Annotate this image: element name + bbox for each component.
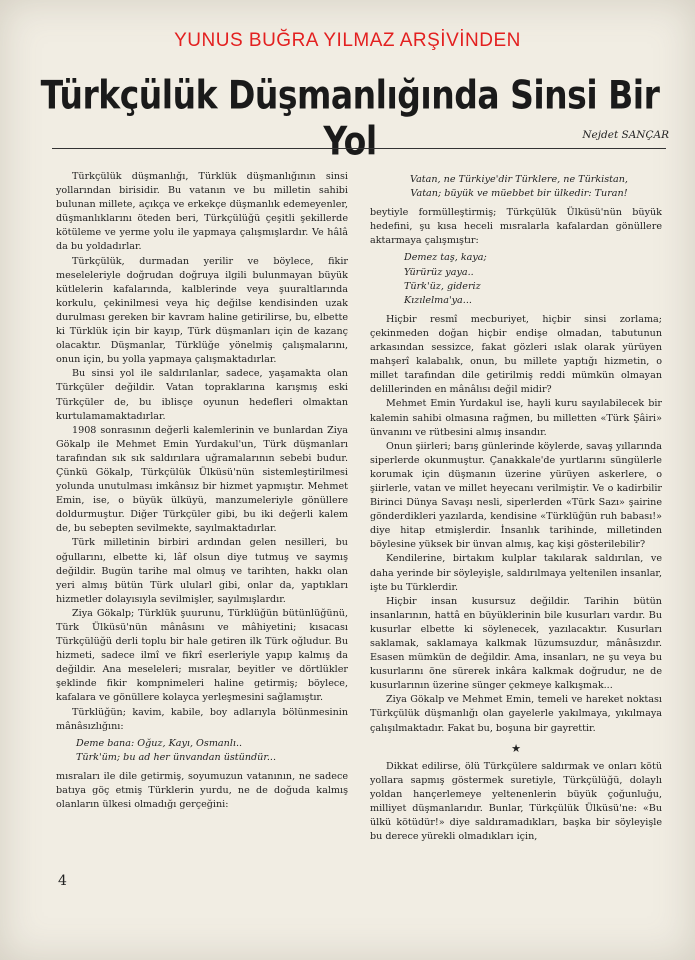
left-column bbox=[56, 170, 348, 812]
verse-line: Türk'üm; bu ad her ünvandan üstündür... bbox=[76, 751, 277, 763]
archive-watermark: YUNUS BUĞRA YILMAZ ARŞİVİNDEN bbox=[174, 30, 521, 51]
paragraph: Türkçülük, durmadan yerilir ve böylece, fikir meseleleriyle doğrudan doğruya ilgili bulunmayan büyük kütlelerin kafalarında, kalblerinde veya şuuraltlarında korkulu, çekinilmesi veya hiç değilse kendisinden uzak durulması gereken bir kavram haline getirilirse, bu, elbette ki Türklük için bir kayıp, Türk düşmanları için de kazanç olacaktır. Düşmanlar, Türklüğe yönelmiş çalışmalarını, onun için, bu yolla yapmaya çalışmaktadırlar. bbox=[56, 255, 348, 366]
paragraph: Dikkat edilirse, ölü Türkçülere saldırmak ve onları kötü yollara sapmış göstermek suretiyle, Türkçülüğü, dolaylı yoldan hançerlemeye yeltenenlerin büyük çoğunluğu, milliyet düşmanlarıdır. Bunlar, Türkçülük Ülküsü'ne: «Bu ülkü kötüdür!» diye saldıramadıkları, başka bir söyleyişle bu derece yürekli olmadıkları için, bbox=[370, 760, 662, 843]
paragraph: mısraları ile dile getirmiş, soyumuzun vatanının, ne sadece batıya göç etmiş Türklerin yurdu, ne de doğuda kalmış olanların ülkesi olmadığı gerçeğini: bbox=[56, 770, 348, 811]
paragraph: Mehmet Emin Yurdakul ise, hayli kuru sayılabilecek bir kalemin sahibi olmasına rağmen, bu milletten «Türk Şâiri» ünvanını ve rütbesini almış insandır. bbox=[370, 398, 662, 438]
paragraph: Hiçbir resmî mecburiyet, hiçbir sinsi zorlama; çekinmeden doğan hiçbir endişe olmadan, tabutunun arkasından sessizce, fakat gözleri ıslak olarak yürüyen mahşerî kalabalık, onun, bu millete yaptığı hizmetin, o millet tarafından dile getirilmiş reddi mümkün olmayan delillerinden en mânâlısı değil midir? bbox=[370, 313, 662, 396]
paragraph: Hiçbir insan kusursuz değildir. Tarihin bütün insanlarının, hattâ en büyüklerinin bile kusurları vardır. Bu kusurlar elbette ki söylenecek, yazılacaktır. Kusurları saklamak, saklamaya kalkmak lüzumsuzdur, mânâsızdır. Esasen mümkün de değildir. Ama, insanları, ne şu veya bu kusurlarını öne sürerek inkâra kalkmak doğrudur, ne de kusurlarının üzerine sünger çekmeye kalkışmak... bbox=[370, 595, 662, 692]
paragraph: beytiyle formülleştirmiş; Türkçülük Ülküsü'nün büyük hedefini, şu kısa heceli mısralarla kafalardan gönüllere aktarmaya çalışmıştır: bbox=[370, 207, 662, 247]
page-number: 4 bbox=[58, 873, 67, 889]
article-title: Türkçülük Düşmanlığında Sinsi Bir Yol bbox=[40, 72, 660, 165]
verse-line: Vatan, ne Türkiye'dir Türklere, ne Türkistan, bbox=[410, 174, 628, 185]
title-divider bbox=[52, 148, 666, 149]
verse-quote bbox=[370, 251, 662, 307]
verse-line: Deme bana: Oğuz, Kayı, Osmanlı.. bbox=[76, 737, 243, 749]
verse-quote bbox=[370, 173, 662, 201]
paragraph: 1908 sonrasının değerli kalemlerinin ve bunlardan Ziya Gökalp ile Mehmet Emin Yurdakul'un, Türk düşmanları tarafından sık sık saldırılara uğramalarının sebebi budur. Çünkü Gökalp, Türkçülük Ülküsü'nün sistemleştirilmesi yolunda unutulması imkânsız bir hizmet yapmıştır. Mehmet Emin, ise, o büyük ülküyü, manzumeleriyle gönüllere doldurmuştur. Diğer Türkçüler gibi, bu iki değerli kalem de, bu sebepten sevilmekte, sayılmaktadırlar. bbox=[56, 424, 348, 535]
verse-line: Kızılelma'ya... bbox=[404, 294, 472, 306]
paragraph: Türkçülük düşmanlığı, Türklük düşmanlığının sinsi yollarından birisidir. Bu vatanın ve bu milletin sahibi bulunan millete, açıkça ve erkekçe düşmanlık edemeyenler, düşmanlıklarını öteden beri, Türkçülüğü çeşitli şekillerde kötüleme ve yerme yolu ile yapmaya çalışmışlardır. Ve hâlâ da bu yoldadırlar. bbox=[56, 171, 348, 253]
star-separator-icon: ★ bbox=[511, 741, 521, 755]
verse-line: Yürürüz yaya.. bbox=[404, 266, 474, 278]
paragraph: Kendilerine, birtakım kulplar takılarak saldırılan, ve daha yerinde bir söyleyişle, saldırılmaya yeltenilen insanlar, işte bu Türklerdir. bbox=[370, 553, 662, 593]
paragraph: Bu sinsi yol ile saldırılanlar, sadece, yaşamakta olan Türkçüler değildir. Vatan topraklarına karışmış eski Türkçüler de, bu iblisçe oyunun hedefleri olmaktan kurtulamamaktadırlar. bbox=[56, 368, 348, 422]
verse-line: Türk'üz, gideriz bbox=[404, 280, 481, 292]
right-column bbox=[370, 170, 662, 844]
paragraph: Onun şiirleri; barış günlerinde köylerde, savaş yıllarında siperlerde okunmuştur. Çanakkale'de yurtlarını süngülerle korumak için düşmanın üzerine yürüyen askerlere, o şiirlerle, vatan ve millet heyecanı verilmiştir. Ve o kadirbilir Birinci Dünya Savaşı nesli, siperlerden «Türk Sazı» şairine gönderdikleri yazılarda, kendisine «Türklüğün ruh babası!» diye hitap etmişlerdir. İnsanlık tarihinde, milletinden böylesine yüksek bir ünvan almış, kaç kişi gösterilebilir? bbox=[370, 440, 662, 551]
verse-line: Demez taş, kaya; bbox=[404, 252, 487, 264]
paragraph: Türk milletinin birbiri ardından gelen nesilleri, bu oğullarını, elbette ki, lâf olsun diye tutmuş ve saymış değildir. Bugün tarihe mal olmuş ve tarihten, hakkı olan yeri almış bütün Türk ulularl gibi, onlar da, yaptıkları hizmetler dolayısıyla sevilmişler, sayılmışlardır. bbox=[56, 537, 348, 605]
paragraph: Türklüğün; kavim, kabile, boy adlarıyla bölünmesinin mânâsızlığını: bbox=[56, 706, 348, 732]
verse-line: Vatan; büyük ve müebbet bir ülkedir: Turan! bbox=[410, 188, 628, 200]
paragraph: Ziya Gökalp ve Mehmet Emin, temeli ve hareket noktası Türkçülük düşmanlığı olan gayelerle yakılmaya, yıkılmaya çalışılmaktadır. Fakat bu, boşuna bir gayrettir. bbox=[370, 694, 662, 734]
article-author: Nejdet SANÇAR bbox=[582, 129, 669, 141]
paragraph: Ziya Gökalp; Türklük şuurunu, Türklüğün bütünlüğünü, Türk Ülküsü'nün mânâsını ve mâhiyetini; kısacası Türkçülüğü derli toplu bir hale getiren ilk Türk oğludur. Bu hizmeti, sadece ilmî ve fikrî eserleriyle yapıp kalmış da değildir. Ana meseleleri; mısralar, beyitler ve dörtlükler şeklinde fikir kompnimeleri haline getirmiş; böylece, kafalara ve gönüllere kolayca yerleşmesini sağlamıştır. bbox=[56, 607, 348, 704]
verse-quote bbox=[56, 737, 348, 765]
